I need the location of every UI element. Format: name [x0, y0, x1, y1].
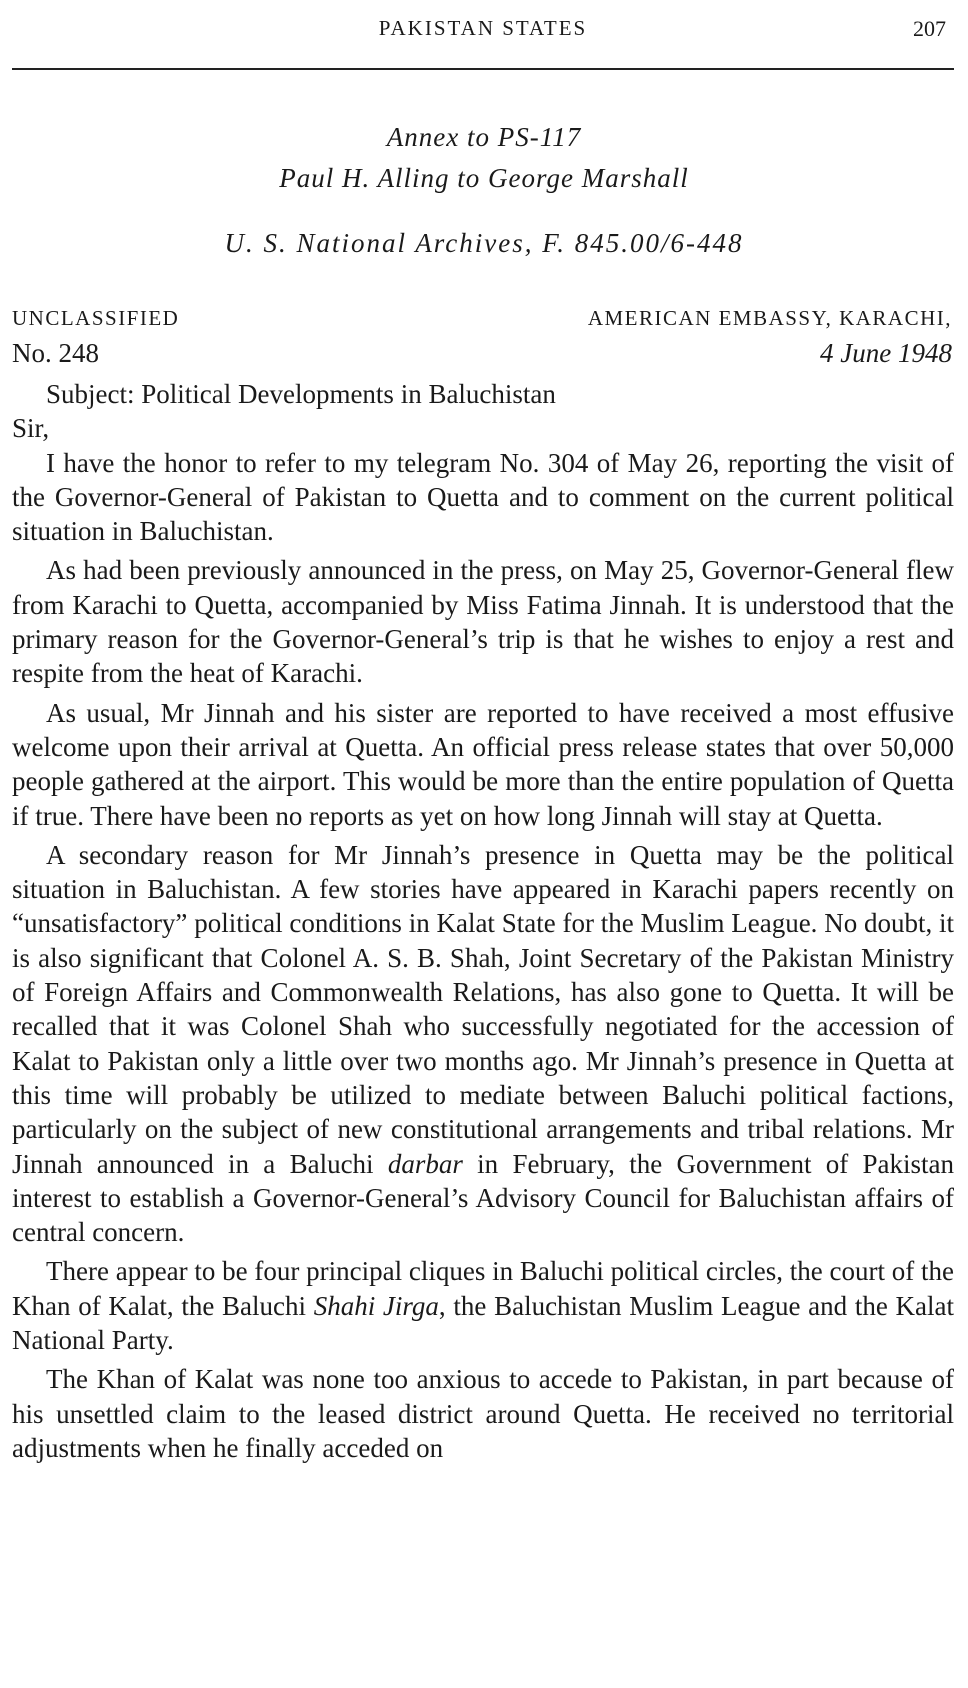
running-head	[12, 14, 954, 58]
embassy-address: AMERICAN EMBASSY, KARACHI,	[587, 306, 952, 330]
paragraph-2: As had been previously announced in the press, on May 25, Governor-General flew from Karachi to Quetta, accompanied by Miss Fatima Jinnah. It is understood that the primary reason for the Governor-General’s trip is that he wishes to enjoy a rest and respite from the heat of Karachi.	[12, 555, 954, 689]
paragraph-4-text-a: A secondary reason for Mr Jinnah’s presence in Quetta may be the political situation in Baluchistan. A few stories have appeared in Karachi papers recently on “unsatisfactory” political conditions in Kalat State for the Muslim League. No doubt, it is also significant that Colonel A. S. B. Shah, Joint Secretary of the Pakistan Ministry of Foreign Affairs and Commonwealth Relations, has also gone to Quetta. It will be recalled that it was Colonel Shah who successfully negotiated for the accession of Kalat to Pakistan only a little over two months ago. Mr Jinnah’s presence in Quetta at this time will probably be utilized to mediate between Baluchi political factions, particularly on the subject of new constitutional arrangements and tribal relations. Mr Jinnah announced in a Baluchi	[12, 839, 954, 1179]
annex-correspondents: Paul H. Alling to George Marshall	[279, 163, 689, 193]
paragraph-3: As usual, Mr Jinnah and his sister are reported to have received a most effusive welcome upon their arrival at Quetta. An official press release states that over 50,000 people gathered at the airport. This would be more than the entire population of Quetta if true. There have been no reports as yet on how long Jinnah will stay at Quetta.	[12, 697, 954, 831]
letter-body	[12, 377, 954, 1465]
paragraph-1: I have the honor to refer to my telegram No. 304 of May 26, reporting the visit of the Governor-General of Pakistan to Quetta and to comment on the current political situation in Baluchistan.	[12, 447, 954, 547]
paragraph-5-text-b: , the Baluchistan Muslim League and the Kalat National Party.	[12, 1290, 954, 1356]
page-number: 207	[913, 16, 946, 41]
subject-line: Subject: Political Developments in Baluchistan	[46, 379, 556, 409]
classification-label: UNCLASSIFIED	[12, 306, 180, 330]
annex-heading	[0, 122, 968, 269]
header-rule	[12, 68, 954, 70]
paragraph-5	[12, 1254, 954, 1357]
annex-title: Annex to PS-117	[386, 122, 582, 152]
paragraph-4	[12, 838, 954, 1250]
term-shahi-jirga: Shahi Jirga	[313, 1290, 439, 1321]
term-darbar: darbar	[387, 1148, 463, 1179]
paragraph-6: The Khan of Kalat was none too anxious to accede to Pakistan, in part because of his unsettled claim to the leased district around Quetta. He received no territorial adjustments when he finally acceded on	[12, 1364, 954, 1463]
paragraph-5-text-a: There appear to be four principal cliques in Baluchi political circles, the court of the Khan of Kalat, the Baluchi	[12, 1256, 954, 1321]
salutation: Sir,	[12, 413, 50, 444]
document-date: 4 June 1948	[820, 338, 952, 368]
running-title: PAKISTAN STATES	[378, 16, 588, 40]
paragraph-4-text-b: in February, the Government of Pakistan interest to establish a Governor-General’s Advisory Council for Baluchistan affairs of central concern.	[12, 1148, 955, 1248]
annex-source: U. S. National Archives, F. 845.00/6-448	[224, 228, 744, 258]
letter-meta	[12, 306, 952, 374]
document-number: No. 248	[12, 338, 99, 368]
